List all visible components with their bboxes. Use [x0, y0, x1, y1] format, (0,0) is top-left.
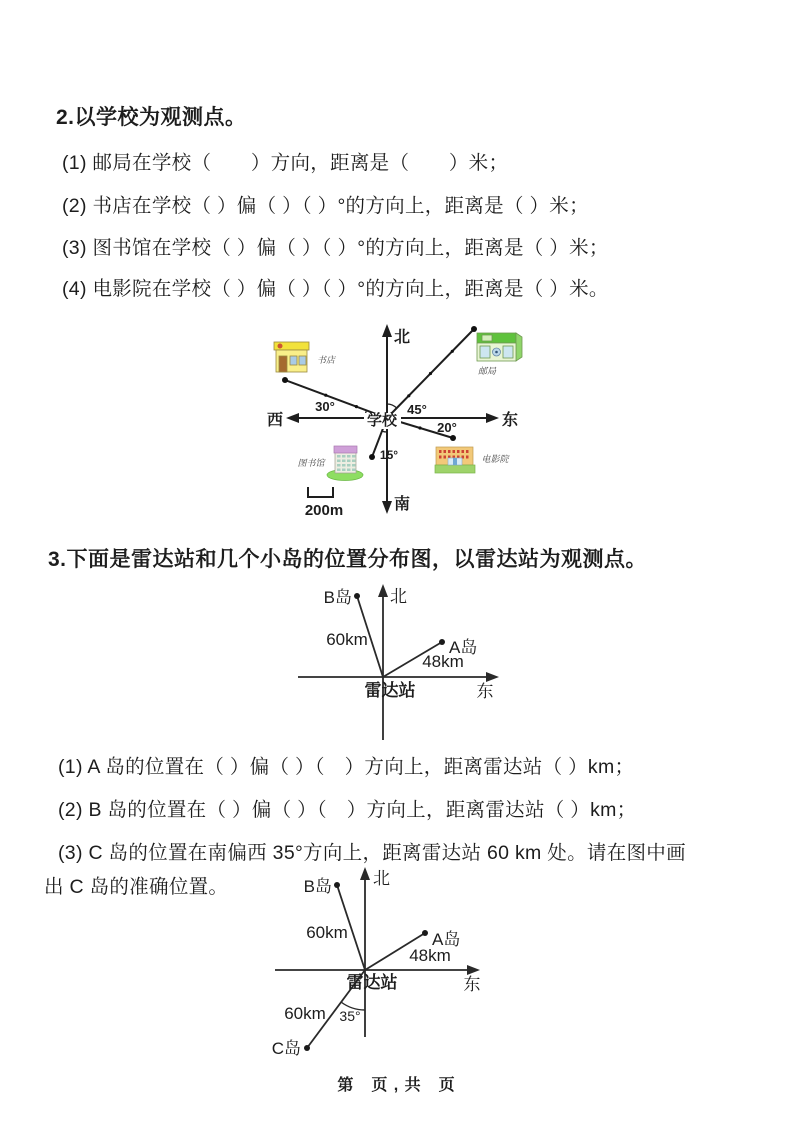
bookstore-angle: 30°: [315, 399, 335, 414]
library-icon: [327, 446, 363, 481]
question3-title: 3.下面是雷达站和几个小岛的位置分布图，以雷达站为观测点。: [48, 548, 648, 571]
east-label: 东: [502, 412, 519, 429]
bookstore-label: 书店: [317, 355, 336, 365]
scale-label: 200m: [304, 502, 344, 519]
question2-title: 2.以学校为观测点。: [56, 106, 247, 129]
school-map-diagram: [255, 318, 545, 518]
post-office-angle: 45°: [407, 402, 427, 417]
island-a-label: A岛: [432, 930, 461, 949]
radar-station-label: 雷达站: [364, 681, 416, 700]
school-label: 学校: [366, 412, 398, 429]
library-label: 图书馆: [297, 458, 325, 468]
question3-item-2: (2) B 岛的位置在（ ）偏（ ）（ ）方向上，距离雷达站（ ）km；: [58, 799, 637, 821]
cinema-label: 电影院: [481, 454, 509, 464]
island-b-label: B岛: [303, 877, 332, 896]
north-label: 北: [394, 329, 411, 346]
north-label: 北: [390, 587, 407, 606]
island-b-label: B岛: [323, 588, 352, 607]
question3-item-1: (1) A 岛的位置在（ ）偏（ ）（ ）方向上，距离雷达站（ ）km；: [58, 756, 635, 778]
island-lines: [307, 885, 425, 1048]
island-a-distance: 48km: [409, 946, 451, 965]
island-b-distance: 60km: [306, 923, 348, 942]
library-angle: 15°: [379, 448, 399, 462]
page-footer: 第 页 , 共 页: [337, 1077, 456, 1094]
bookstore-icon: [274, 342, 309, 372]
island-a-distance: 48km: [422, 652, 464, 671]
radar-map-diagram-bottom: [268, 865, 500, 1061]
island-c-label: C岛: [271, 1039, 301, 1058]
question2-item-3: (3) 图书馆在学校（ ）偏（ ）（ ）°的方向上，距离是（ ）米；: [62, 237, 609, 259]
direction-lines: [285, 329, 474, 457]
angle-c-label: 35°: [339, 1008, 361, 1024]
cinema-icon: [435, 447, 475, 473]
question3-item-3-continuation: 出 C 岛的准确位置。: [44, 876, 229, 898]
island-b-distance: 60km: [326, 630, 368, 649]
question2-item-4: (4) 电影院在学校（ ）偏（ ）（ ）°的方向上，距离是（ ）米。: [62, 278, 609, 300]
east-label: 东: [476, 682, 494, 701]
scale-bracket: [308, 487, 333, 497]
post-office-icon: [477, 333, 522, 361]
east-label: 东: [463, 975, 481, 994]
north-label: 北: [373, 869, 390, 888]
question2-item-2: (2) 书店在学校（ ）偏（ ）（ ）°的方向上，距离是（ ）米；: [62, 195, 589, 217]
south-label: 南: [394, 496, 411, 513]
post-office-label: 邮局: [477, 366, 497, 376]
west-label: 西: [266, 412, 283, 429]
cinema-angle: 20°: [437, 420, 457, 435]
island-a-label: A岛: [449, 638, 478, 657]
radar-station-label: 雷达站: [346, 973, 398, 992]
question2-item-1: (1) 邮局在学校（ ）方向，距离是（ ）米；: [62, 152, 509, 174]
island-c-distance: 60km: [284, 1004, 326, 1023]
radar-map-diagram-top: [280, 582, 510, 747]
question3-item-3: (3) C 岛的位置在南偏西 35°方向上，距离雷达站 60 km 处。请在图中画: [58, 842, 686, 864]
